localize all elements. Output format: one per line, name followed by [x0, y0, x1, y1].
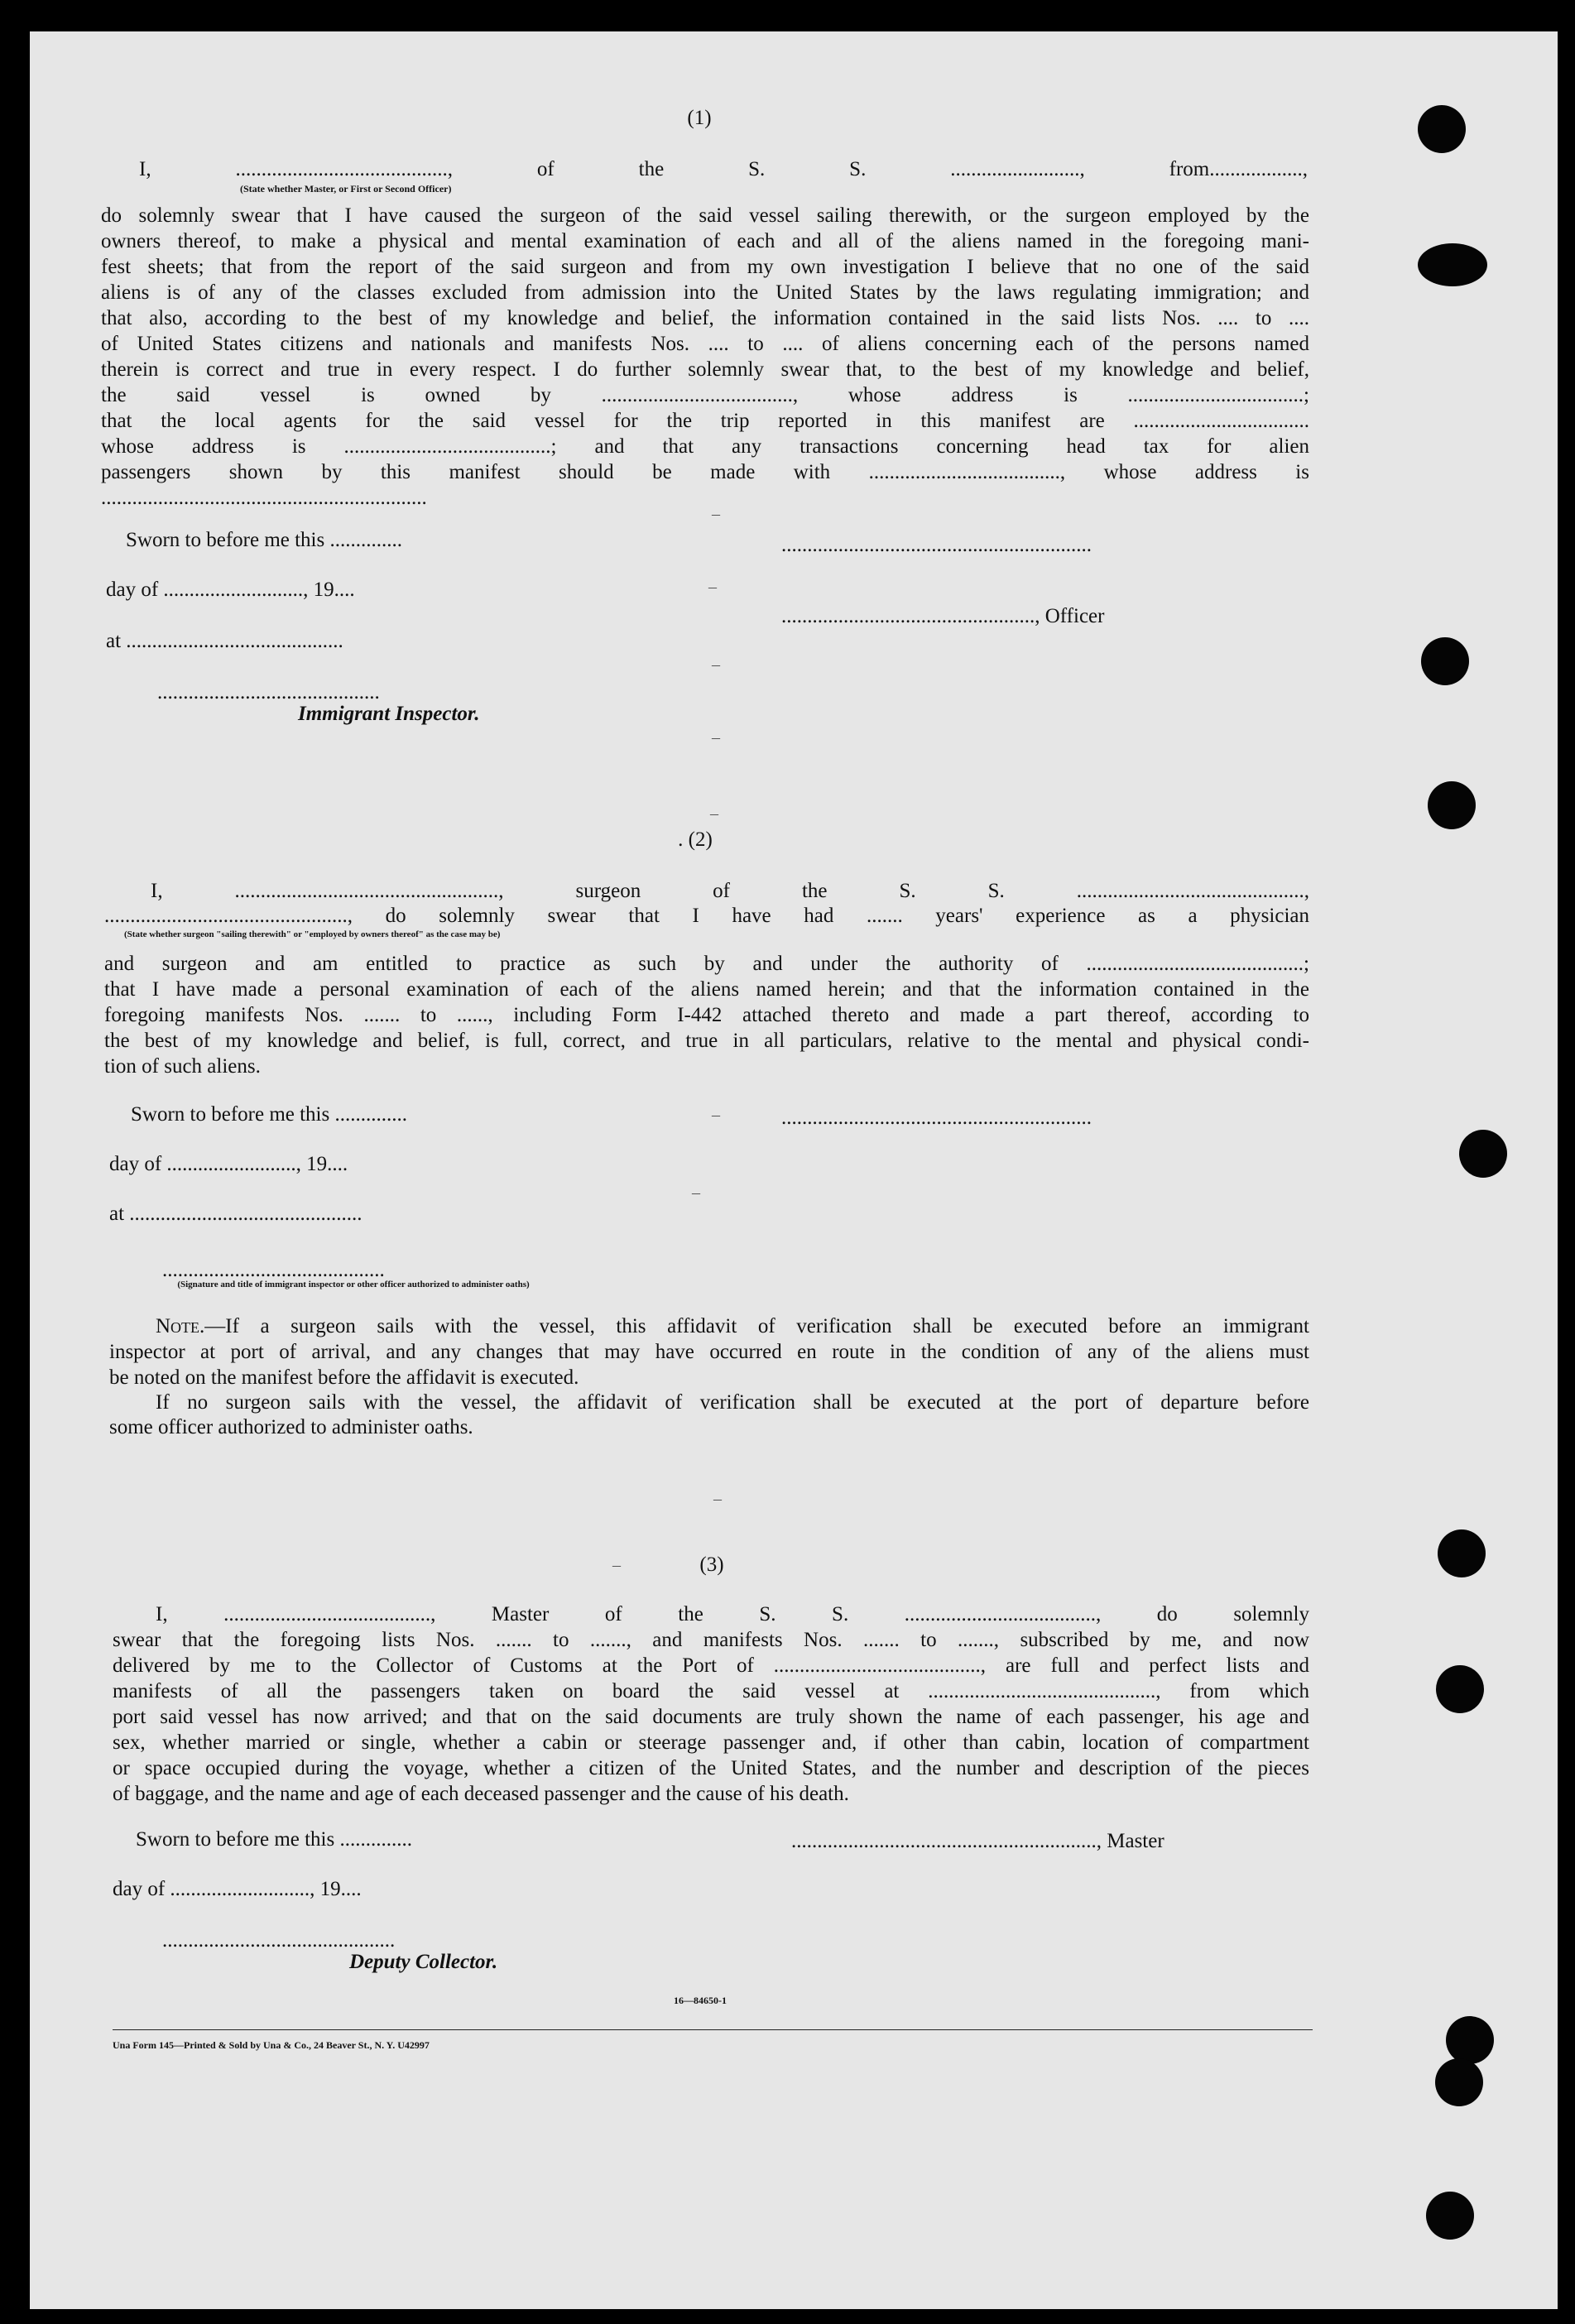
day-line: day of ..........................., 19.... — [106, 579, 355, 601]
master-paragraph-line: delivered by me to the Collector of Customs at the Port of ........................................, are full and perfect lists and — [113, 1654, 1309, 1677]
signature-line: ............................................. — [162, 1929, 396, 1952]
oath-paragraph-line: do solemnly swear that I have caused the surgeon of the said vessel sailing therewith, or the surgeon employed by the — [101, 204, 1309, 227]
stray-mark: – — [713, 1490, 722, 1508]
oath-paragraph-line: the said vessel is owned by ....................................., whose address is ..................................; — [101, 384, 1309, 406]
master-paragraph-line: port said vessel has now arrived; and that on the said documents are truly shown the name of each passenger, his age and — [113, 1706, 1309, 1728]
inspector-label: Immigrant Inspector. — [298, 703, 480, 725]
oath-paragraph-line: aliens is of any of the classes excluded from admission into the United States by the laws regulating immigration; and — [101, 281, 1309, 304]
stray-mark: – — [712, 728, 720, 747]
sworn-line: Sworn to before me this .............. — [136, 1828, 412, 1851]
collector-label: Deputy Collector. — [349, 1951, 498, 1973]
oath-paragraph-line: therein is correct and true in every respect. I do further solemnly swear that, to the best of my knowledge and belief, — [101, 358, 1309, 381]
punch-hole — [1418, 243, 1487, 286]
stray-mark: – — [712, 505, 720, 523]
oath-paragraph-line: that also, according to the best of my knowledge and belief, the information contained in the said lists Nos. .... to .... — [101, 307, 1309, 329]
surgeon-paragraph-line: that I have made a personal examination of each of the aliens named herein; and that the information contained in the — [104, 978, 1309, 1001]
note-line: be noted on the manifest before the affidavit is executed. — [109, 1366, 579, 1389]
punch-hole — [1459, 1130, 1507, 1178]
officer-title-line: ................................................., Officer — [781, 605, 1105, 627]
section-number: . (2) — [678, 828, 713, 851]
punch-hole — [1418, 105, 1466, 153]
surgeon-paragraph-line: tion of such aliens. — [104, 1055, 261, 1078]
officer-note: (State whether Master, or First or Second Officer) — [240, 183, 452, 194]
stray-mark: – — [612, 1556, 621, 1574]
day-line: day of ..........................., 19.... — [113, 1878, 362, 1900]
at-line: at .......................................... — [106, 630, 343, 652]
form-number: 16—84650-1 — [674, 1995, 727, 2006]
stray-mark: – — [710, 804, 718, 823]
officer-signature-line: ............................................................ — [781, 534, 1092, 556]
printer-imprint: Una Form 145—Printed & Sold by Una & Co., 24 Beaver St., N. Y. U42997 — [113, 2039, 430, 2051]
sworn-line: Sworn to before me this .............. — [131, 1103, 407, 1126]
note2-line: If no surgeon sails with the vessel, the affidavit of verification shall be executed at the port of departure before — [156, 1391, 1309, 1414]
footer-rule — [113, 2029, 1313, 2030]
surgeon-signature-line: ............................................................ — [781, 1107, 1092, 1129]
oath-paragraph-line: owners thereof, to make a physical and mental examination of each and all of the aliens named in the foregoing mani- — [101, 230, 1309, 252]
surgeon-note: (State whether surgeon "sailing therewith" or "employed by owners thereof" as the case may be) — [124, 929, 501, 939]
oath-paragraph-line: ............................................................... — [101, 487, 427, 509]
stray-mark: – — [692, 1184, 700, 1202]
oath-paragraph-line: fest sheets; that from the report of the said surgeon and from my own investigation I believe that no one of the said — [101, 256, 1309, 278]
surgeon-paragraph-line: the best of my knowledge and belief, is full, correct, and true in all particulars, relative to the mental and physical condi- — [104, 1030, 1309, 1052]
oath-paragraph — [101, 204, 1309, 511]
punch-hole — [1435, 2058, 1483, 2106]
note-line: inspector at port of arrival, and any changes that may have occurred en route in the condition of any of the aliens must — [109, 1341, 1309, 1363]
oath-paragraph-line: that the local agents for the said vessel for the trip reported in this manifest are .................................. — [101, 410, 1309, 432]
surgeon-paragraph-line: and surgeon and am entitled to practice as such by and under the authority of ..........................................; — [104, 953, 1309, 975]
note-text: —If a surgeon sails with the vessel, this affidavit of verification shall be executed before an immigrant — [204, 1315, 1309, 1337]
master-paragraph-line: swear that the foregoing lists Nos. ....... to ......., and manifests Nos. ....... to ......., subscribed by me, and now — [113, 1629, 1309, 1651]
section-number: (1) — [687, 107, 712, 129]
oath-paragraph-line: whose address is ........................................; and that any transactions concerning head tax for alien — [101, 435, 1309, 458]
master-paragraph — [113, 1602, 1309, 1808]
sworn-line: Sworn to before me this .............. — [126, 529, 402, 551]
master-paragraph-line: manifests of all the passengers taken on board the said vessel at ............................................, from which — [113, 1680, 1309, 1702]
punch-hole — [1426, 2192, 1474, 2240]
stray-mark: – — [712, 1106, 720, 1124]
day-line: day of ........................., 19.... — [109, 1153, 348, 1175]
punch-hole — [1436, 1665, 1484, 1713]
master-paragraph-line: of baggage, and the name and age of each deceased passenger and the cause of his death. — [113, 1783, 849, 1805]
master-paragraph-line: or space occupied during the voyage, whether a citizen of the United States, and the number and description of the pieces — [113, 1757, 1309, 1779]
oath-line: I, ........................................., of the S. S. ........................., from.................., — [139, 158, 1308, 180]
master-paragraph-line: sex, whether married or single, whether a cabin or steerage passenger and, if other than cabin, location of compartment — [113, 1731, 1309, 1754]
signature-line: ........................................... — [162, 1259, 385, 1281]
surgeon-paragraph-line: foregoing manifests Nos. ....... to ......, including Form I-442 attached thereto and made a part thereof, according to — [104, 1004, 1309, 1026]
stray-mark: – — [708, 578, 717, 596]
oath-paragraph-line: passengers shown by this manifest should be made with ....................................., whose address is — [101, 461, 1309, 483]
punch-hole — [1446, 2016, 1494, 2064]
surgeon-paragraph — [104, 952, 1309, 1080]
oath-paragraph-line: of United States citizens and nationals and manifests Nos. .... to .... of aliens concerning each of the persons named — [101, 333, 1309, 355]
stray-mark: – — [712, 655, 720, 674]
master-paragraph-line: I, ........................................, Master of the S. S. ....................................., do solemnly — [156, 1603, 1309, 1625]
note-line — [109, 1314, 1309, 1339]
surgeon-oath-line: I, ..................................................., surgeon of the S. S. ............................................, — [151, 880, 1309, 902]
at-line: at ............................................. — [109, 1203, 363, 1225]
surgeon-oath-line: ..............................................., do solemnly swear that I have had ....... years' experience as a physician — [104, 905, 1309, 927]
signature-note: (Signature and title of immigrant inspector or other officer authorized to administer oaths) — [177, 1280, 530, 1289]
note-label: Note. — [156, 1315, 205, 1337]
punch-hole — [1421, 637, 1469, 685]
signature-line: ........................................... — [157, 681, 380, 703]
note2-line: some officer authorized to administer oaths. — [109, 1416, 473, 1438]
punch-hole — [1438, 1529, 1486, 1577]
master-signature-line: ..........................................................., Master — [791, 1830, 1164, 1852]
punch-hole — [1428, 781, 1476, 829]
section-number: (3) — [699, 1553, 724, 1576]
